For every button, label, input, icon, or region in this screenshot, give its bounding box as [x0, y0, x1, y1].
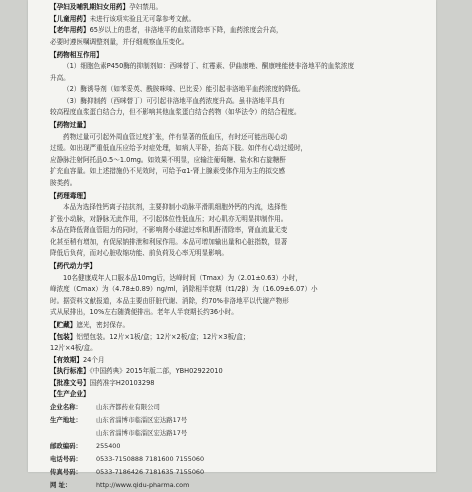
- overdose-line: 胺类药。: [50, 178, 77, 187]
- approval-text: 国药准字H20103298: [89, 378, 155, 387]
- children-section: [50, 14, 422, 26]
- elderly-heading: 【老年用药】: [50, 26, 90, 34]
- fax-row: [50, 466, 422, 479]
- phone-row: [50, 453, 422, 466]
- toxicology-line: 本品在降低肾血管阻力的同时，不影响肾小球滤过率和肌酐清除率，肾血流量无变: [50, 226, 288, 234]
- storage-heading: 【贮藏】: [50, 321, 77, 329]
- website-value: http://www.qidu-pharma.com: [96, 480, 190, 489]
- package-section: [50, 332, 422, 344]
- children-text: 未进行该项实验且无可靠参考文献。: [89, 14, 196, 23]
- pk-line: 时。据资料文献报道，本品主要由肝脏代谢、消除，约70%非洛地平以代谢产物形: [50, 296, 289, 305]
- package-heading: 【包装】: [50, 332, 77, 341]
- phone-label: 电话号码：: [50, 454, 82, 463]
- company-value: 山东齐都药业有限公司: [96, 402, 160, 411]
- postcode-row: [50, 440, 422, 453]
- interaction-line: （3）酶抑制药（西咪替丁）可引起非洛地平血药浓度升高。虽非洛地平具有: [63, 96, 285, 105]
- company-row: [50, 401, 422, 414]
- pk-line: 峰浓度（Cmax）为（4.78±0.89）ng/ml，消除相半衰期（t1/2β）为（16.09±6.07）小: [50, 285, 318, 293]
- storage-section: [50, 320, 422, 332]
- storage-text: 遮光，密封保存。: [76, 321, 130, 329]
- company-label: 企业名称：: [50, 402, 82, 411]
- address-value-2: 山东省淄博市临淄区宏达路17号: [96, 428, 188, 437]
- manufacturer-info: [50, 401, 422, 492]
- address-row: [50, 414, 422, 427]
- phone-value: 0533-7150888 7181600 7155060: [96, 454, 205, 463]
- toxicology-line: 降低后负荷，而对心脏收缩功能、前负荷及心率无明显影响。: [50, 249, 229, 257]
- validity-section: [50, 355, 422, 367]
- standard-heading: 【执行标准】: [50, 367, 90, 375]
- interaction-line: 较高程度血浆蛋白结合力，但不影响其他血浆蛋白结合药物（如华法令）的结合程度。: [50, 108, 301, 116]
- toxicology-line: 扩张小动脉，对静脉无此作用，不引起体位性低血压；对心肌亦无明显抑制作用。: [50, 214, 288, 223]
- elderly-line: 必要时遵医嘱调整剂量，并仔细观察血压变化。: [50, 37, 189, 46]
- website-label: 网 址：: [50, 480, 72, 489]
- validity-heading: 【有效期】: [50, 355, 83, 364]
- approval-heading: 【批准文号】: [50, 378, 90, 387]
- elderly-section: [50, 25, 422, 37]
- leaflet-content: [50, 2, 422, 492]
- pregnancy-heading: 【孕妇及哺乳期妇女用药】: [50, 3, 130, 11]
- standard-text: 《中国药典》2015年版二部，YBH02922010: [89, 367, 223, 375]
- address-label: 生产地址：: [50, 415, 82, 424]
- address-value: 山东省淄博市临淄区宏达路17号: [96, 415, 188, 424]
- overdose-line: 过缓。如出现严重低血压应给予对症处理，如病人平卧，抬高下肢。如伴有心动过缓时，: [50, 144, 308, 152]
- children-heading: 【儿童用药】: [50, 14, 90, 23]
- pregnancy-section: [50, 2, 422, 14]
- overdose-line: 应静脉注射阿托品0.5～1.0mg。如效果不明显，应输注葡萄糖、盐水和右旋糖酐: [50, 155, 286, 164]
- package-line: 12片×4板/盒。: [50, 344, 97, 352]
- overdose-line: 药物过量可引起外周血管过度扩张，伴有显著的低血压，有时还可能出现心动: [63, 132, 288, 141]
- fax-label: 传真号码：: [50, 467, 82, 476]
- website-row: [50, 479, 422, 492]
- interaction-line: 升高。: [50, 73, 70, 82]
- interaction-line: （2）酶诱导剂（如苯妥英、酰胺咪嗪、巴比妥）能引起非洛地平血药浓度的降低。: [63, 85, 305, 93]
- overdose-line: 扩充血容量。如上述措施仍不见效时，可给予α1-肾上腺素受体作用为主的拟交感: [50, 167, 286, 175]
- toxicology-heading: 【药理毒理】: [50, 191, 90, 200]
- pk-line: 式从尿排出，10%左右随粪便排出。老年人半衰期长约36小时。: [50, 308, 238, 316]
- validity-text: 24个月: [82, 355, 105, 364]
- elderly-line: 65岁以上的患者，非洛地平的血浆清除率下降，血药浓度会升高，: [89, 26, 283, 34]
- interactions-heading: 【药物相互作用】: [50, 50, 103, 59]
- fax-value: 0533-7186426 7181635 7155060: [96, 467, 205, 476]
- pk-heading: 【药代动力学】: [50, 262, 97, 270]
- package-line: 铝塑包装。12片×1板/盒；12片×2板/盒；12片×3板/盒；: [76, 332, 250, 341]
- pregnancy-text: 孕妇禁用。: [129, 3, 163, 11]
- pk-line: 10名健康成年人口服本品10mg后，达峰时间（Tmax）为（2.01±0.63）小时，: [63, 273, 302, 282]
- postcode-label: 邮政编码：: [50, 441, 82, 450]
- manufacturer-heading: 【生产企业】: [50, 390, 90, 398]
- overdose-heading: 【药物过量】: [50, 121, 90, 129]
- toxicology-line: 本品为选择性钙离子拮抗剂，主要抑制小动脉平滑肌细胞外钙的内流，选择性: [63, 203, 288, 211]
- standard-section: [50, 366, 422, 378]
- postcode-value: 255400: [96, 441, 121, 450]
- approval-section: [50, 378, 422, 390]
- leaflet-page: [28, 0, 436, 489]
- interaction-line: （1）细胞色素P450酶的抑制剂如：西咪替丁、红霉素、伊曲康唑、酮康唑能使非洛地平的血浆浓度: [63, 62, 355, 70]
- toxicology-line: 化甚至稍有增加，有促尿钠排泄和利尿作用。本品可增加输出量和心脏指数，显著: [50, 237, 288, 246]
